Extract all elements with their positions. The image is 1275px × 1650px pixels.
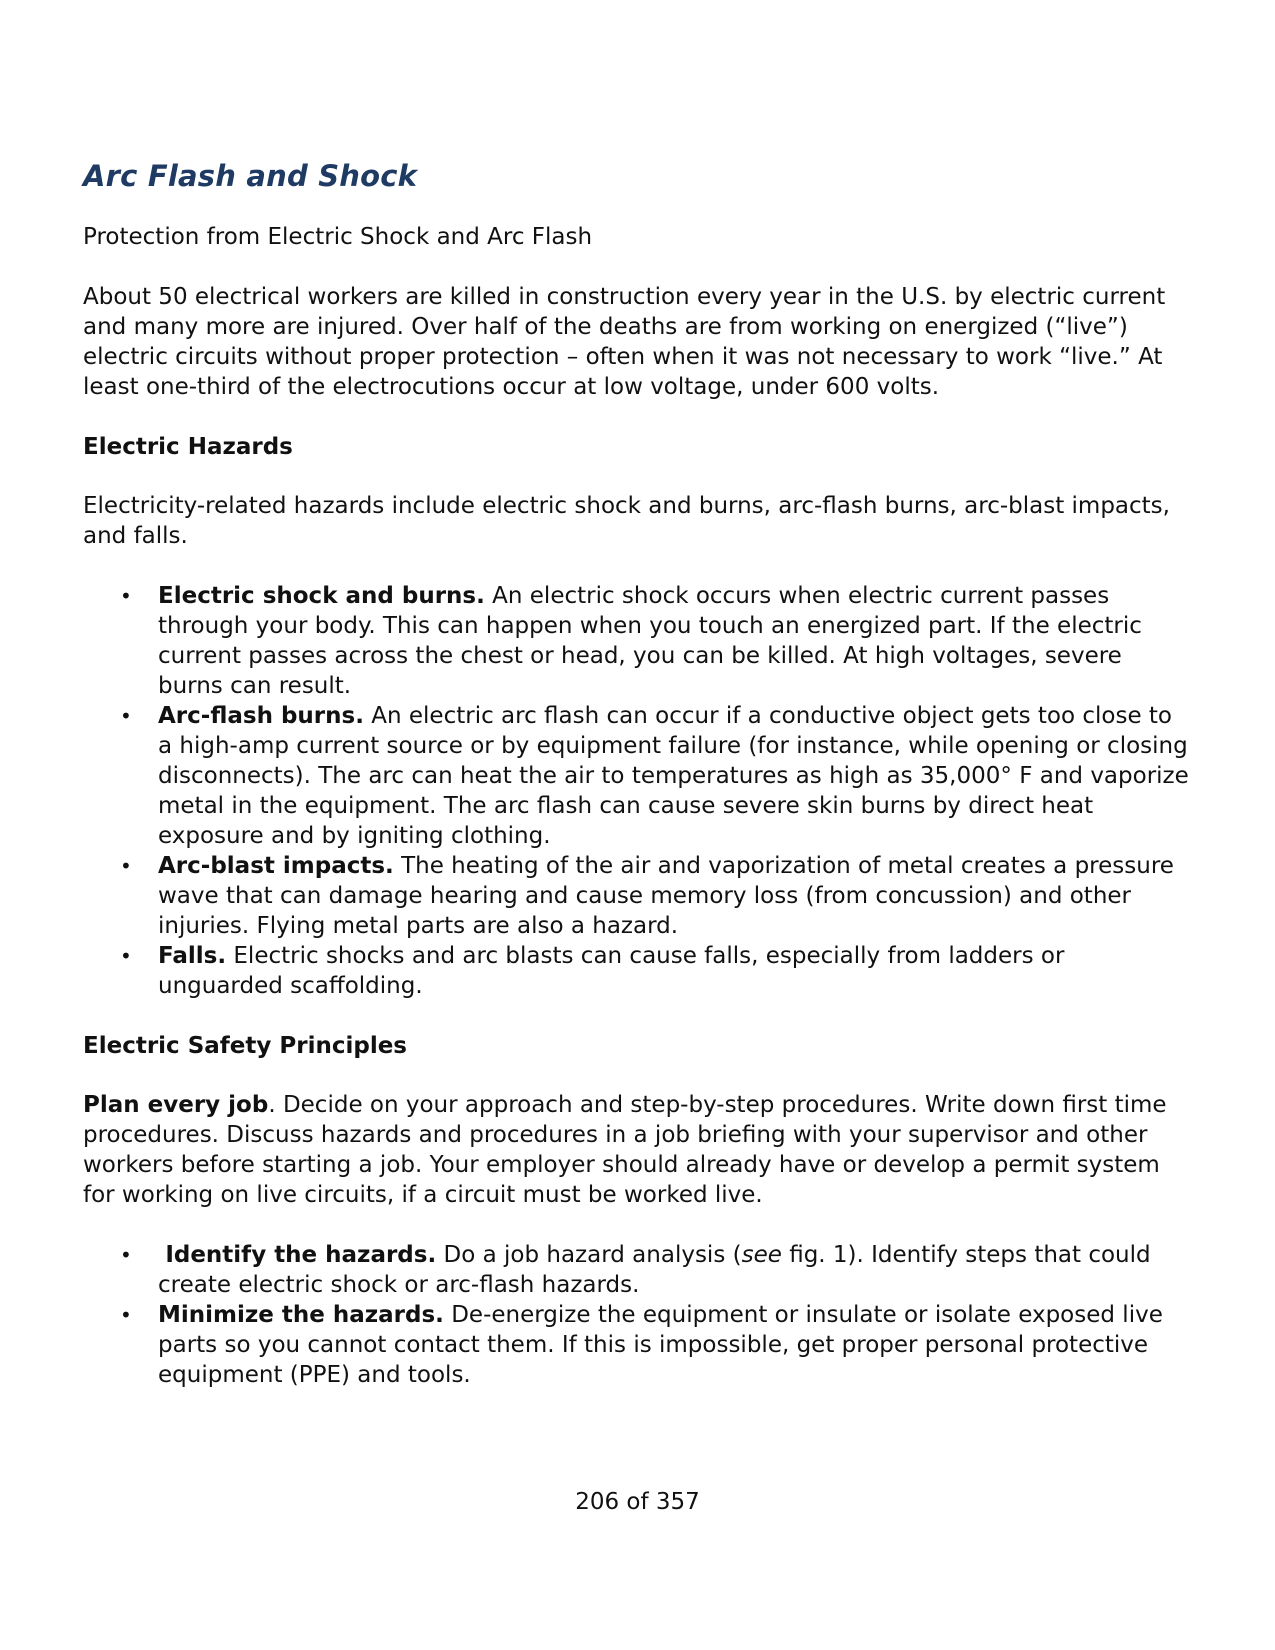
page-title: Arc Flash and Shock — [83, 159, 418, 193]
list-item-lead: Arc-blast impacts. — [158, 853, 394, 880]
list-item-text: The heating of the air and vaporization of metal creates a pressure wave that can damage hearing and cause memory loss (from concussion) and other injuries. Flying metal parts are also a hazard. — [158, 853, 1174, 940]
list-item-text: Electric shocks and arc blasts can cause falls, especially from ladders or unguarded scaffolding. — [158, 943, 1065, 1000]
list-item-text: De-energize the equipment or insulate or isolate exposed live parts so you cannot contact them. If this is impossible, get proper personal protective equipment (PPE) and tools. — [158, 1302, 1163, 1389]
section-heading-safety-principles: Electric Safety Principles — [83, 1033, 407, 1060]
list-item-text: An electric shock occurs when electric current passes through your body. This can happen when you touch an energized part. If the electric current passes across the chest or head, you can be killed. At high voltages, severe burns can result. — [158, 583, 1142, 700]
list-item — [83, 1300, 1193, 1390]
list-item-lead: Minimize the hazards. — [158, 1302, 444, 1329]
list-item-italic: see — [741, 1242, 782, 1269]
page-content — [83, 158, 1193, 1420]
bullet-icon: • — [120, 1243, 132, 1268]
hazards-intro-paragraph: Electricity-related hazards include electric shock and burns, arc-flash burns, arc-blast impacts, and falls. — [83, 493, 1170, 550]
list-item-lead: Electric shock and burns. — [158, 583, 485, 610]
bullet-icon: • — [120, 944, 132, 969]
bullet-icon: • — [120, 704, 132, 729]
plan-lead: Plan every job — [83, 1092, 269, 1119]
list-item-text: An electric arc flash can occur if a conductive object gets too close to a high-amp current source or by equipment failure (for instance, while opening or closing disconnects). The arc can heat the air to temperatures as high as 35,000° F and vaporize metal in the equipment. The arc flash can cause severe skin burns by direct heat exposure and by igniting clothing. — [158, 703, 1189, 850]
hazards-list — [83, 581, 1193, 1001]
list-item — [83, 581, 1193, 701]
principles-list — [83, 1240, 1193, 1390]
list-item-lead: Arc-flash burns. — [158, 703, 364, 730]
list-item — [83, 851, 1193, 941]
bullet-icon: • — [120, 584, 132, 609]
list-item-text: fig. 1). Identify steps that could create electric shock or arc-flash hazards. — [158, 1242, 1151, 1299]
page-number: 206 of 357 — [575, 1489, 700, 1515]
list-item-lead: Identify the hazards. — [165, 1242, 437, 1269]
list-item — [83, 1240, 1193, 1300]
plan-every-job-paragraph — [83, 1090, 1193, 1210]
list-item-text: Do a job hazard analysis ( — [436, 1242, 742, 1269]
bullet-icon: • — [120, 1303, 132, 1328]
document-subtitle: Protection from Electric Shock and Arc Flash — [83, 224, 593, 251]
section-heading-electric-hazards: Electric Hazards — [83, 434, 293, 461]
intro-paragraph: About 50 electrical workers are killed in construction every year in the U.S. by electric current and many more are injured. Over half of the deaths are from working on energized (“live”) electric circuits without proper protection – often when it was not necessary to work “live.” At least one-third of the electrocutions occur at low voltage, under 600 volts. — [83, 284, 1166, 401]
list-item-lead: Falls. — [158, 943, 227, 970]
bullet-icon: • — [120, 854, 132, 879]
list-item — [83, 941, 1193, 1001]
plan-text: . Decide on your approach and step-by-step procedures. Write down first time procedures. Discuss hazards and procedures in a job briefing with your supervisor and other workers before starting a job. Your employer should already have or develop a permit system for working on live circuits, if a circuit must be worked live. — [83, 1092, 1167, 1209]
list-item — [83, 701, 1193, 851]
